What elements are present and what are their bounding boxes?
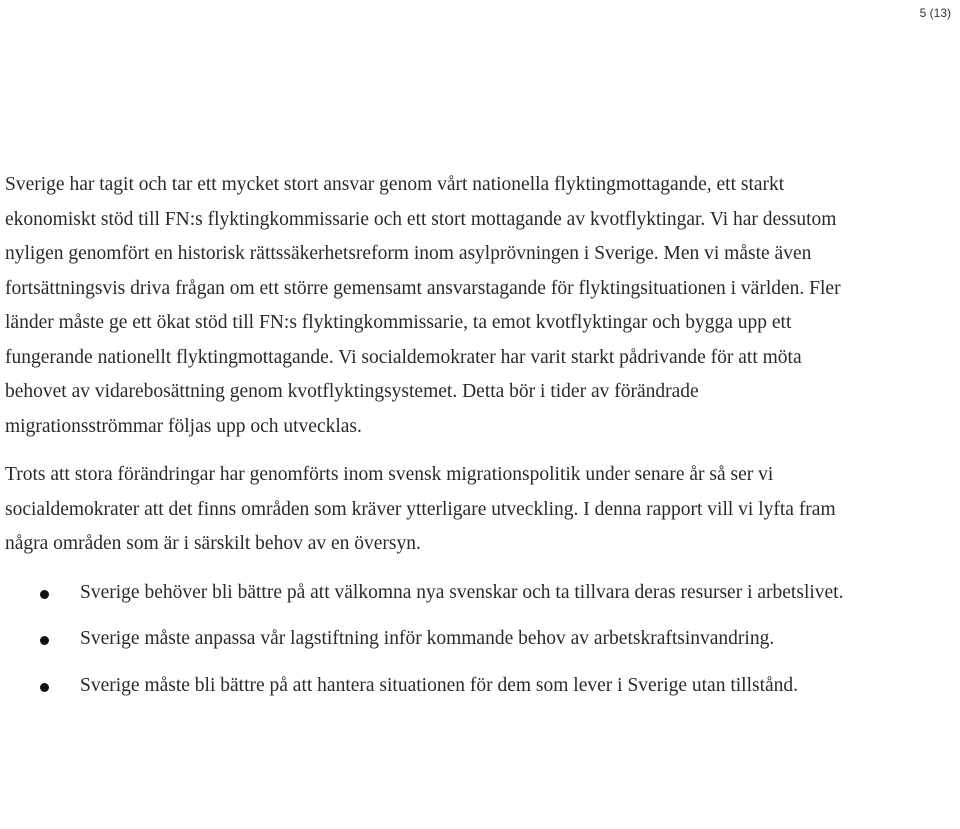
document-body [5,168,850,715]
bullet-icon [40,636,49,645]
list-item [5,669,850,704]
list-item [5,576,850,611]
bullet-icon [40,590,49,599]
paragraph-changes: Trots att stora förändringar har genomförts inom svensk migrationspolitik under senare år så ser vi socialdemokrater att det finns områden som kräver ytterligare utveckling. I denna rapport vill vi lyfta fram några områden som är i särskilt behov av en översyn. [5,464,836,554]
list-item-text: Sverige måste bli bättre på att hantera situationen för dem som lever i Sverige utan tillstånd. [80,674,799,696]
list-item-text: Sverige måste anpassa vår lagstiftning inför kommande behov av arbetskraftsinvandring. [80,628,775,649]
page-number: 5 (13) [919,6,951,20]
bullet-list [5,576,850,704]
paragraph-intro: Sverige har tagit och tar ett mycket stort ansvar genom vårt nationella flyktingmottagande, ett starkt ekonomiskt stöd till FN:s flyktingkommissarie och ett stort mottagande av kvotflyktingar. Vi har dessutom nyligen genomfört en historisk rättssäkerhetsreform inom asylprövningen i Sverige. Men vi måste även fortsättningsvis driva frågan om ett större gemensamt ansvarstagande för flyktingsituationen i världen. Fler länder måste ge ett ökat stöd till FN:s flyktingkommissarie, ta emot kvotflyktingar och bygga upp ett fungerande nationellt flyktingmottagande. Vi socialdemokrater har varit starkt pådrivande för att möta behovet av vidarebosättning genom kvotflyktingsystemet. Detta bör i tider av förändrade migrationsströmmar följas upp och utvecklas. [5,174,841,437]
list-item-text: Sverige behöver bli bättre på att välkomna nya svenskar och ta tillvara deras resurser i arbetslivet. [80,581,844,603]
list-item [5,622,850,657]
bullet-icon [40,683,49,692]
